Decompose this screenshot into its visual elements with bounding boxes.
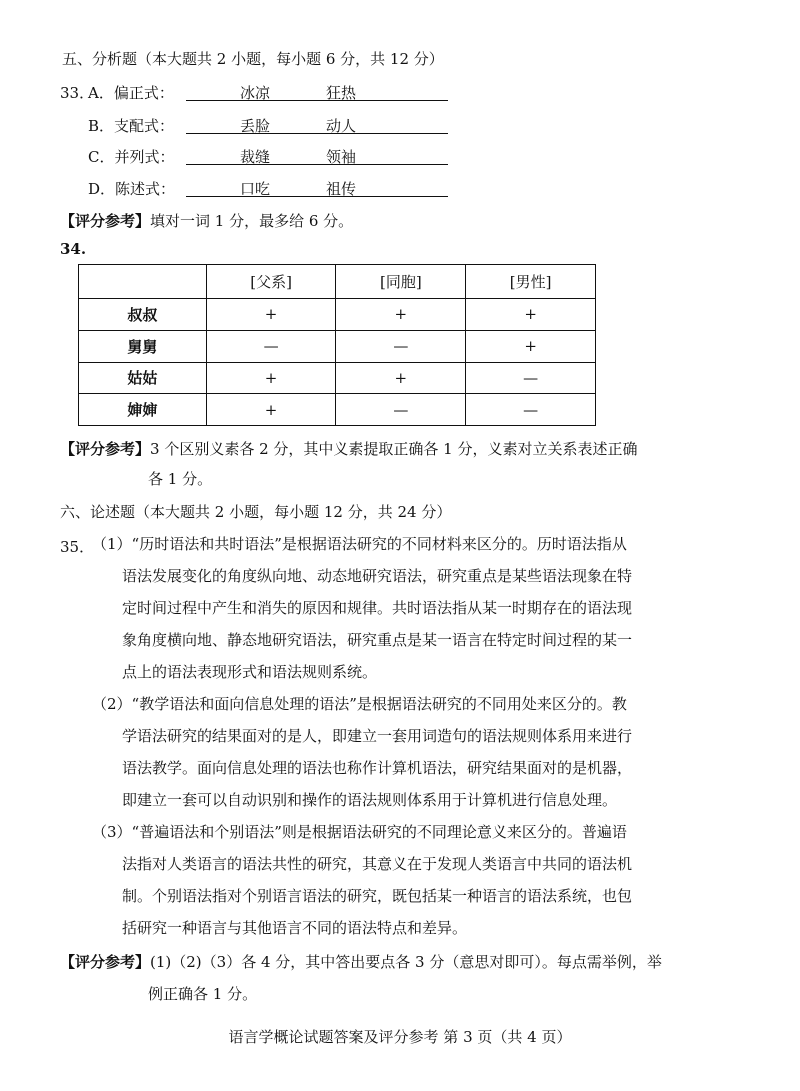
text-line: 语法教学。面向信息处理的语法也称作计算机语法，研究结果面对的是机器， — [122, 759, 633, 777]
answer-word: 动人 — [326, 117, 357, 135]
answer-word: 口吃 — [240, 180, 271, 198]
question-33-number: 33． — [60, 84, 95, 102]
answer-blank — [186, 144, 448, 165]
scoring-text: 填对一词 1 分，最多给 6 分。 — [150, 212, 354, 230]
feature-value: + — [466, 330, 596, 362]
q33-item-label: A．偏正式： — [88, 84, 174, 102]
feature-value: + — [336, 362, 466, 394]
text-line: （1）“历时语法和共时语法”是根据语法研究的不同材料来区分的。历时语法指从 — [92, 535, 627, 553]
scoring-text: (1)（2)（3）各 4 分，其中答出要点各 3 分（意思对即可）。每点需举例，举 — [150, 953, 662, 971]
table-header-row — [79, 265, 596, 299]
kinship-term: 舅舅 — [79, 330, 207, 362]
feature-value: + — [206, 299, 336, 331]
feature-value: + — [336, 299, 466, 331]
semantic-feature-table — [78, 264, 596, 426]
text-line: （2）“教学语法和面向信息处理的语法”是根据语法研究的不同用处来区分的。教 — [92, 695, 627, 713]
answer-word: 丢脸 — [240, 117, 271, 135]
answer-blank — [186, 80, 448, 101]
text-line: 制。个别语法指对个别语言语法的研究，既包括某一种语言的语法系统，也包 — [122, 887, 633, 905]
answer-blank — [186, 176, 448, 197]
answer-word: 狂热 — [326, 84, 357, 102]
q35-paragraph-2 — [92, 688, 632, 816]
feature-value: + — [206, 394, 336, 426]
feature-value: — — [206, 330, 336, 362]
table-row — [79, 394, 596, 426]
q33-item-label: B．支配式： — [88, 117, 175, 135]
feature-value: — — [466, 394, 596, 426]
answer-word: 裁缝 — [240, 148, 271, 166]
feature-value: — — [336, 394, 466, 426]
scoring-tag: 【评分参考】 — [60, 953, 151, 971]
table-header-cell: [男性] — [466, 265, 596, 299]
answer-word: 冰凉 — [240, 84, 271, 102]
kinship-term: 婶婶 — [79, 394, 207, 426]
table-header-cell — [79, 265, 207, 299]
kinship-term: 叔叔 — [79, 299, 207, 331]
q33-scoring — [60, 210, 353, 231]
q34-scoring-line-2: 各 1 分。 — [148, 470, 213, 488]
q33-item-label: D．陈述式： — [88, 180, 176, 198]
text-line: 括研究一种语言与其他语言不同的语法特点和差异。 — [122, 919, 468, 937]
answer-word: 祖传 — [326, 180, 357, 198]
text-line: 语法发展变化的角度纵向地、动态地研究语法，研究重点是某些语法现象在特 — [122, 567, 633, 585]
question-34-number: 34. — [60, 240, 87, 258]
text-line: 学语法研究的结果面对的是人，即建立一套用词造句的语法规则体系用来进行 — [122, 727, 633, 745]
kinship-term: 姑姑 — [79, 362, 207, 394]
answer-word: 领袖 — [326, 148, 357, 166]
q35-scoring-line-1 — [60, 951, 662, 972]
text-line: 点上的语法表现形式和语法规则系统。 — [122, 663, 378, 681]
feature-value: — — [336, 330, 466, 362]
text-line: 象角度横向地、静态地研究语法，研究重点是某一语言在特定时间过程的某一 — [122, 631, 633, 649]
table-header-cell: [父系] — [206, 265, 336, 299]
text-line: （3）“普遍语法和个别语法”则是根据语法研究的不同理论意义来区分的。普遍语 — [92, 823, 627, 841]
text-line: 法指对人类语言的语法共性的研究，其意义在于发现人类语言中共同的语法机 — [122, 855, 633, 873]
feature-value: + — [206, 362, 336, 394]
section-5-heading: 五、分析题（本大题共 2 小题，每小题 6 分，共 12 分） — [62, 50, 444, 68]
text-line: 定时间过程中产生和消失的原因和规律。共时语法指从某一时期存在的语法现 — [122, 599, 633, 617]
text-line: 即建立一套可以自动识别和操作的语法规则体系用于计算机进行信息处理。 — [122, 791, 618, 809]
question-35-number: 35． — [60, 538, 95, 556]
table-header-cell: [同胞] — [336, 265, 466, 299]
feature-value: + — [466, 299, 596, 331]
feature-value: — — [466, 362, 596, 394]
q33-item-label: C．并列式： — [88, 148, 175, 166]
table-row — [79, 330, 596, 362]
scoring-text: 3 个区别义素各 2 分，其中义素提取正确各 1 分，义素对立关系表述正确 — [150, 440, 638, 458]
table-row — [79, 299, 596, 331]
section-6-heading: 六、论述题（本大题共 2 小题，每小题 12 分，共 24 分） — [60, 503, 452, 521]
scoring-tag: 【评分参考】 — [60, 212, 151, 230]
answer-blank — [186, 113, 448, 134]
q35-paragraph-3 — [92, 816, 632, 944]
scoring-tag: 【评分参考】 — [60, 440, 151, 458]
q35-scoring-line-2: 例正确各 1 分。 — [148, 985, 258, 1003]
table-row — [79, 362, 596, 394]
q35-paragraph-1 — [92, 528, 632, 688]
page-footer: 语言学概论试题答案及评分参考 第 3 页（共 4 页） — [228, 1028, 572, 1046]
q34-scoring-line-1 — [60, 438, 638, 459]
